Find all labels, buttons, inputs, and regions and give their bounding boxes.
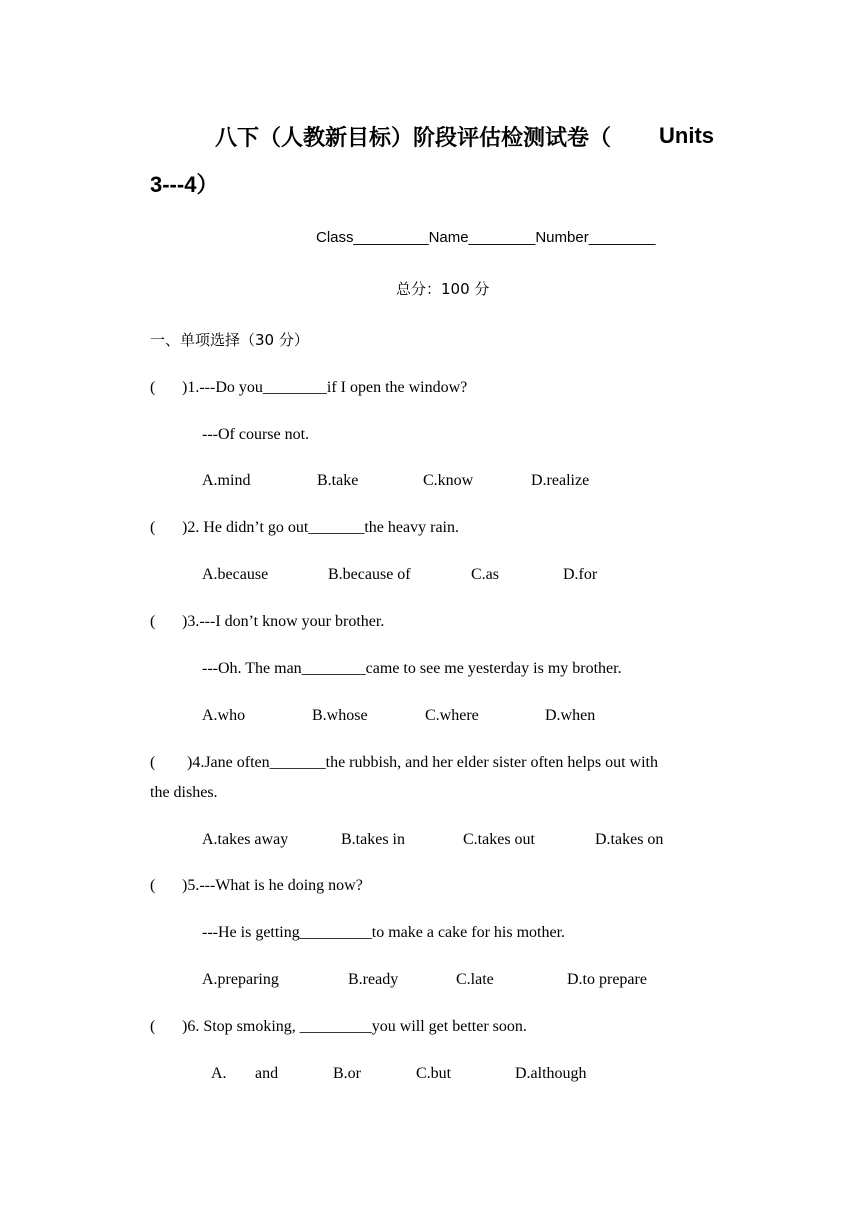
exam-title-line1: [215, 121, 611, 152]
question-4-stem: )4.Jane often_______the rubbish, and her elder sister often helps out with: [187, 754, 658, 771]
question-1-option-a: A.mind: [202, 472, 251, 489]
question-2-option-a: A.because: [202, 566, 269, 583]
question-5-option-d: D.to prepare: [567, 971, 647, 988]
question-1-paren: (: [150, 379, 156, 396]
total-score: 总分：100 分: [396, 280, 490, 298]
question-6-option-b: B.or: [333, 1065, 361, 1082]
question-1-stem: )1.---Do you________if I open the window?: [182, 379, 468, 396]
question-6-stem: )6. Stop smoking, _________you will get better soon.: [182, 1018, 527, 1035]
question-1-option-c: C.know: [423, 472, 474, 489]
question-6-option-d: D.although: [515, 1065, 587, 1082]
student-info-line: Class_________Name________Number________: [316, 229, 656, 246]
question-6-option-a-text: and: [255, 1065, 279, 1082]
exam-title-line2: 3---4）: [150, 172, 219, 197]
question-4-paren: (: [150, 754, 156, 771]
question-3-paren: (: [150, 613, 156, 630]
question-2-paren: (: [150, 519, 156, 536]
question-6-option-c: C.but: [416, 1065, 452, 1082]
question-5-option-a: A.preparing: [202, 971, 279, 988]
question-4-stem-cont: the dishes.: [150, 784, 218, 801]
question-6-option-a-letter: A.: [211, 1065, 227, 1082]
question-3-option-a: A.who: [202, 707, 246, 724]
question-3-reply: ---Oh. The man________came to see me yesterday is my brother.: [202, 660, 622, 677]
question-1-reply: ---Of course not.: [202, 426, 310, 443]
question-4-option-d: D.takes on: [595, 831, 664, 848]
exam-title-units: Units: [659, 123, 714, 148]
question-4-option-b: B.takes in: [341, 831, 405, 848]
question-5-paren: (: [150, 877, 156, 894]
question-3-option-c: C.where: [425, 707, 479, 724]
question-5-option-c: C.late: [456, 971, 494, 988]
question-4-option-a: A.takes away: [202, 831, 289, 848]
question-3-stem: )3.---I don’t know your brother.: [182, 613, 385, 630]
question-1-option-d: D.realize: [531, 472, 590, 489]
question-3-option-d: D.when: [545, 707, 596, 724]
question-2-option-b: B.because of: [328, 566, 411, 583]
question-3-option-b: B.whose: [312, 707, 368, 724]
question-5-option-b: B.ready: [348, 971, 399, 988]
question-2-option-d: D.for: [563, 566, 598, 583]
question-6-paren: (: [150, 1018, 156, 1035]
question-4-option-c: C.takes out: [463, 831, 535, 848]
question-5-stem: )5.---What is he doing now?: [182, 877, 363, 894]
question-5-reply: ---He is getting_________to make a cake for his mother.: [202, 924, 566, 941]
question-2-option-c: C.as: [471, 566, 499, 583]
section-heading: 一、单项选择（30 分）: [150, 331, 309, 349]
question-2-stem: )2. He didn’t go out_______the heavy rain.: [182, 519, 459, 536]
question-1-option-b: B.take: [317, 472, 359, 489]
exam-title-cn: 八下（人教新目标）阶段评估检测试卷（: [215, 126, 612, 151]
